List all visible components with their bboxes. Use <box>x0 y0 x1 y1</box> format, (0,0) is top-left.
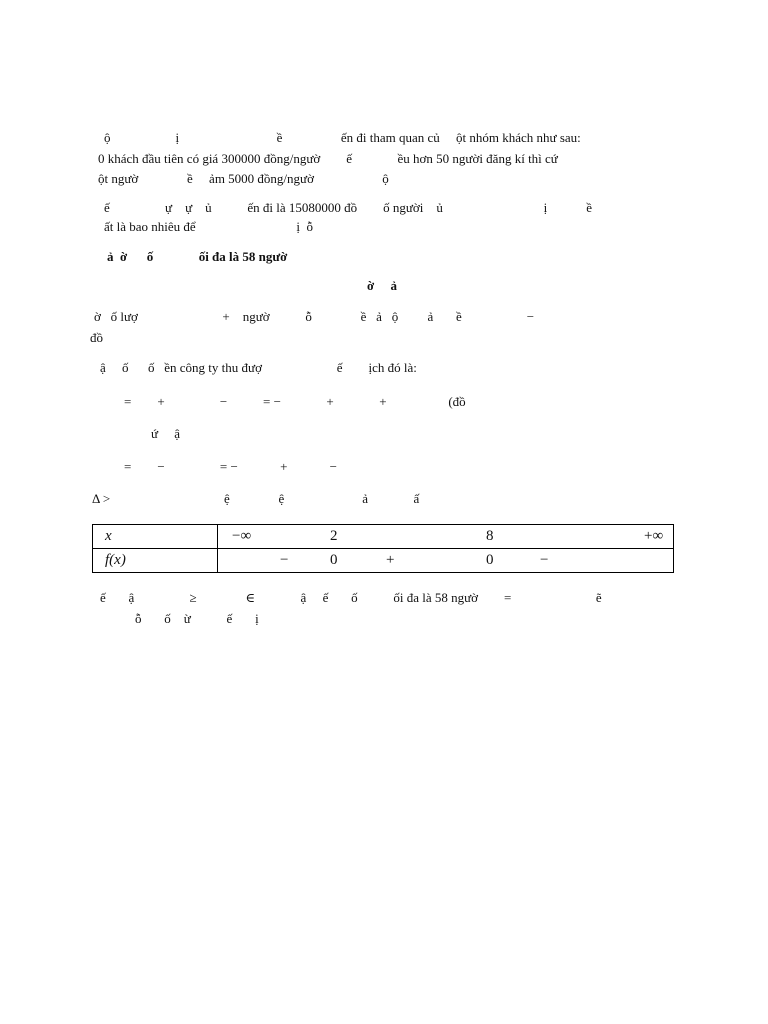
text-line-5: ất là bao nhiêu để ị ỗ <box>104 219 314 234</box>
text-line-12: ứ ậ <box>151 426 181 441</box>
text-line-14: Δ > ệ ệ ả ấ <box>92 491 420 506</box>
sign-table <box>92 524 674 573</box>
text-line-8: ờ ố lượ + ngườ ỗ ề ả ộ ả ề − <box>94 309 535 324</box>
sign-table-row-fx <box>93 549 674 573</box>
fx-zero-2: 0 <box>486 552 494 568</box>
fx-sign-3: − <box>540 552 549 568</box>
answer-heading: ả ờ ố ối đa là 58 ngườ <box>107 249 288 264</box>
text-line-15: ế ậ ≥ ∈ ậ ế ố ối đa là 58 ngườ = ẽ <box>100 590 602 605</box>
text-line-2: 0 khách đầu tiên có giá 300000 đồng/ngườ ế ều hơn 50 người đăng kí thì cứ <box>98 151 558 166</box>
formula-line-2: = − = − + − <box>124 459 337 474</box>
text-line-9: đồ <box>90 330 103 345</box>
x-value-8: 8 <box>486 528 494 544</box>
formula-line-1: = + − = − + + (đồ <box>124 394 466 409</box>
sign-table-values-x <box>218 525 674 549</box>
fx-zero-1: 0 <box>330 552 338 568</box>
solution-heading: ờ ả <box>367 278 397 293</box>
text-line-10: ậ ố ố ền công ty thu đượ ế ịch đó là: <box>100 360 417 375</box>
x-value-neg-infinity: −∞ <box>232 528 252 544</box>
text-line-16: ỗ ố ừ ế ị <box>135 611 259 626</box>
fx-sign-2: + <box>386 552 395 568</box>
sign-table-header-fx: f(x) <box>93 549 218 573</box>
x-value-2: 2 <box>330 528 338 544</box>
x-value-pos-infinity: +∞ <box>644 528 664 544</box>
fx-sign-1: − <box>280 552 289 568</box>
sign-table-header-x: x <box>93 525 218 549</box>
text-line-4: ế ự ự ủ ến đi là 15080000 đồ ố người ủ ị ề <box>104 200 593 215</box>
text-line-1: ộ ị ề ến đi tham quan củ ột nhóm khách như sau: <box>104 130 581 145</box>
sign-table-row-x <box>93 525 674 549</box>
sign-table-values-fx <box>218 549 674 573</box>
text-line-3: ột ngườ ề ảm 5000 đồng/ngườ ộ <box>98 171 389 186</box>
